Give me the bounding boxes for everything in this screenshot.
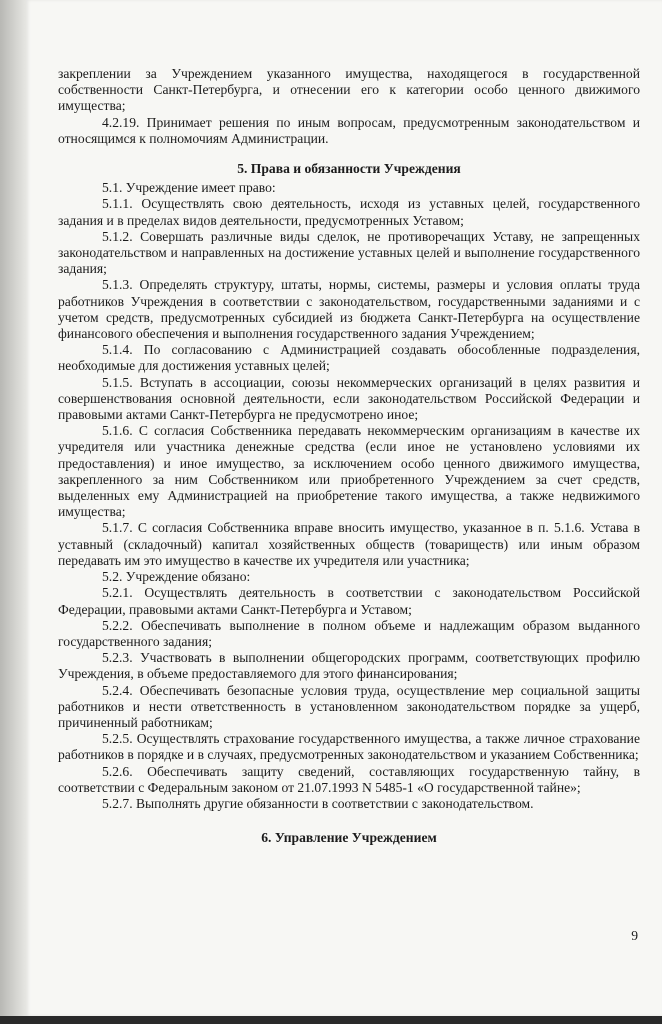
document-page — [26, 0, 662, 1016]
paragraph: 5.2.6. Обеспечивать защиту сведений, составляющих государственную тайну, в соответствии с Федеральным законом от 21.07.1993 N 5485-1 «О государственной тайне»; — [58, 763, 640, 795]
section-heading: 6. Управление Учреждением — [261, 830, 437, 846]
paragraph: 5.1.5. Вступать в ассоциации, союзы некоммерческих организаций в целях развития и совершенствования основной деятельности, если законодательством Российской Федерации и правовыми актами Санкт-Петербурга не предусмотрено иное; — [58, 374, 640, 423]
paragraph: 5.2.1. Осуществлять деятельность в соответствии с законодательством Российской Федерации, правовыми актами Санкт-Петербурга и Уставом; — [58, 585, 640, 617]
paragraph: 5.2.2. Обеспечивать выполнение в полном объеме и надлежащим образом выданного государственного задания; — [58, 617, 640, 649]
paragraph: 5.1.7. С согласия Собственника вправе вносить имущество, указанное в п. 5.1.6. Устава в уставный (складочный) капитал хозяйственных обществ (товариществ) или иным образом передавать им это имущество в качестве их учредителя или участника; — [58, 520, 640, 568]
section-heading: 5. Права и обязанности Учреждения — [237, 161, 461, 177]
paragraph: 5.1. Учреждение имеет право: — [102, 180, 276, 196]
paragraph: 5.2.3. Участвовать в выполнении общегородских программ, соответствующих профилю Учреждения, в объеме предоставляемого для этого финансирования; — [58, 650, 640, 682]
paragraph: 5.1.3. Определять структуру, штаты, нормы, системы, размеры и условия оплаты труда работников Учреждения в соответствии с законодательством, государственными заданиями и с учетом средств, предусмотренных субсидией из бюджета Санкт-Петербурга на осуществление финансового обеспечения и выполнения государственного задания Учреждением; — [58, 277, 640, 342]
page-number: 9 — [631, 928, 638, 943]
paragraph: 5.1.1. Осуществлять свою деятельность, исходя из уставных целей, государственного задания и в пределах видов деятельности, предусмотренных Уставом; — [58, 196, 640, 228]
paragraph: 5.2.4. Обеспечивать безопасные условия труда, осуществление мер социальной защиты работников и нести ответственность в установленном законодательством порядке за ущерб, причиненный работникам; — [58, 682, 640, 730]
paragraph: 5.1.4. По согласованию с Администрацией создавать обособленные подразделения, необходимые для достижения уставных целей; — [58, 342, 640, 374]
paragraph: закреплении за Учреждением указанного имущества, находящегося в государственной собственности Санкт-Петербурга, и отнесении его к категории особо ценного движимого имущества; — [58, 66, 640, 114]
scan-edge-bottom — [0, 1016, 662, 1024]
scan-shadow-left — [0, 0, 26, 1024]
paragraph: 5.2.5. Осуществлять страхование государственного имущества, а также личное страхование работников в порядке и в случаях, предусмотренных законодательством и указанием Собственника; — [58, 731, 640, 763]
paragraph: 5.2. Учреждение обязано: — [102, 569, 251, 585]
paragraph: 4.2.19. Принимает решения по иным вопросам, предусмотренным законодательством и относящимся к полномочиям Администрации. — [58, 114, 640, 146]
paragraph: 5.2.7. Выполнять другие обязанности в соответствии с законодательством. — [102, 795, 534, 811]
page-content — [58, 66, 640, 849]
paragraph: 5.1.2. Совершать различные виды сделок, не противоречащих Уставу, не запрещенных законодательством и направленных на достижение уставных целей и выполнение государственного задания; — [58, 228, 640, 277]
paragraph: 5.1.6. С согласия Собственника передавать некоммерческим организациям в качестве их учредителя или участника денежные средства (если иное не установлено условиями их предоставления) и иное имущество, за исключением особо ценного движимого имущества, закрепленного за ним Собственником или приобретенного Учреждением за счет средств, выделенных ему Администрацией на приобретение такого имущества, а также недвижимого имущества; — [58, 423, 640, 520]
